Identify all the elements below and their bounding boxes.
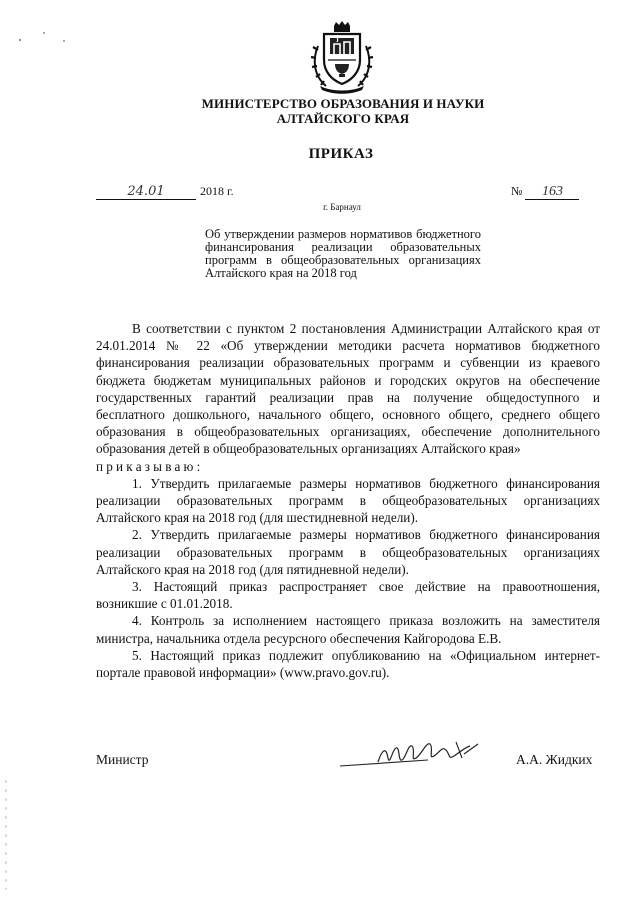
- coat-of-arms-icon: [304, 20, 380, 96]
- order-word: приказываю:: [96, 458, 204, 474]
- order-date: [96, 184, 234, 200]
- date-handwritten: 24.01: [96, 185, 196, 200]
- signatory-name: А.А. Жидких: [516, 752, 593, 767]
- order-item-5: 5. Настоящий приказ подлежит опубликованию на «Официальном интернет-портале правовой информации» (www.pravo.gov.ru).: [96, 647, 600, 681]
- scan-speck-marks: [18, 30, 68, 44]
- org-line-2: АЛТАЙСКОГО КРАЯ: [276, 111, 410, 126]
- order-number: [511, 184, 579, 200]
- document-type-label: ПРИКАЗ: [308, 146, 374, 162]
- order-item-3: 3. Настоящий приказ распространяет свое действие на правоотношения, возникшие с 01.01.2018.: [96, 579, 600, 612]
- number-handwritten: 163: [525, 185, 579, 200]
- preamble-paragraph: В соответствии с пунктом 2 постановления Администрации Алтайского края от 24.01.2014 № 22 «Об утверждении методики расчета нормативов бюджетного финансирования реализации образовательных программ и субвенции из краевого бюджета бюджетам муниципальных районов и городских округов на обеспечение государственных гарантий реализации прав на получение общедоступного и бесплатного дошкольного, начального общего, основного общего, среднего общего образования в общеобразовательных организациях, обеспечение дополнительного образования детей в общеобразовательных организациях Алтайского края»: [96, 321, 600, 457]
- city-line: [0, 202, 640, 212]
- document-type: [0, 146, 640, 163]
- order-subject: Об утверждении размеров нормативов бюджетного финансирования реализации образовательных программ в общеобразовательных организациях Алтайского края на 2018 год: [205, 227, 481, 280]
- org-line-1: МИНИСТЕРСТВО ОБРАЗОВАНИЯ И НАУКИ: [201, 96, 485, 111]
- number-prefix: №: [511, 184, 523, 198]
- order-item-1: 1. Утвердить прилагаемые размеры нормативов бюджетного финансирования реализации образовательных программ в общеобразовательных организациях Алтайского края на 2018 год (для шестидневной недели).: [96, 475, 600, 526]
- scan-edge-marks: [4, 780, 8, 890]
- handwritten-signature: [338, 736, 488, 776]
- order-item-4: 4. Контроль за исполнением настоящего приказа возложить на заместителя министра, начальника отдела ресурсного обеспечения Кайгородова Е.В.: [96, 613, 600, 646]
- city-name: г. Барнаул: [323, 202, 361, 212]
- order-body: [96, 320, 600, 681]
- order-item-2: 2. Утвердить прилагаемые размеры нормативов бюджетного финансирования реализации образовательных программ в общеобразовательных организациях Алтайского края на 2018 год (для пятидневной недели).: [96, 527, 600, 577]
- signatory-role: Министр: [96, 752, 149, 767]
- date-year: 2018 г.: [200, 184, 234, 198]
- organization-name: [0, 96, 640, 126]
